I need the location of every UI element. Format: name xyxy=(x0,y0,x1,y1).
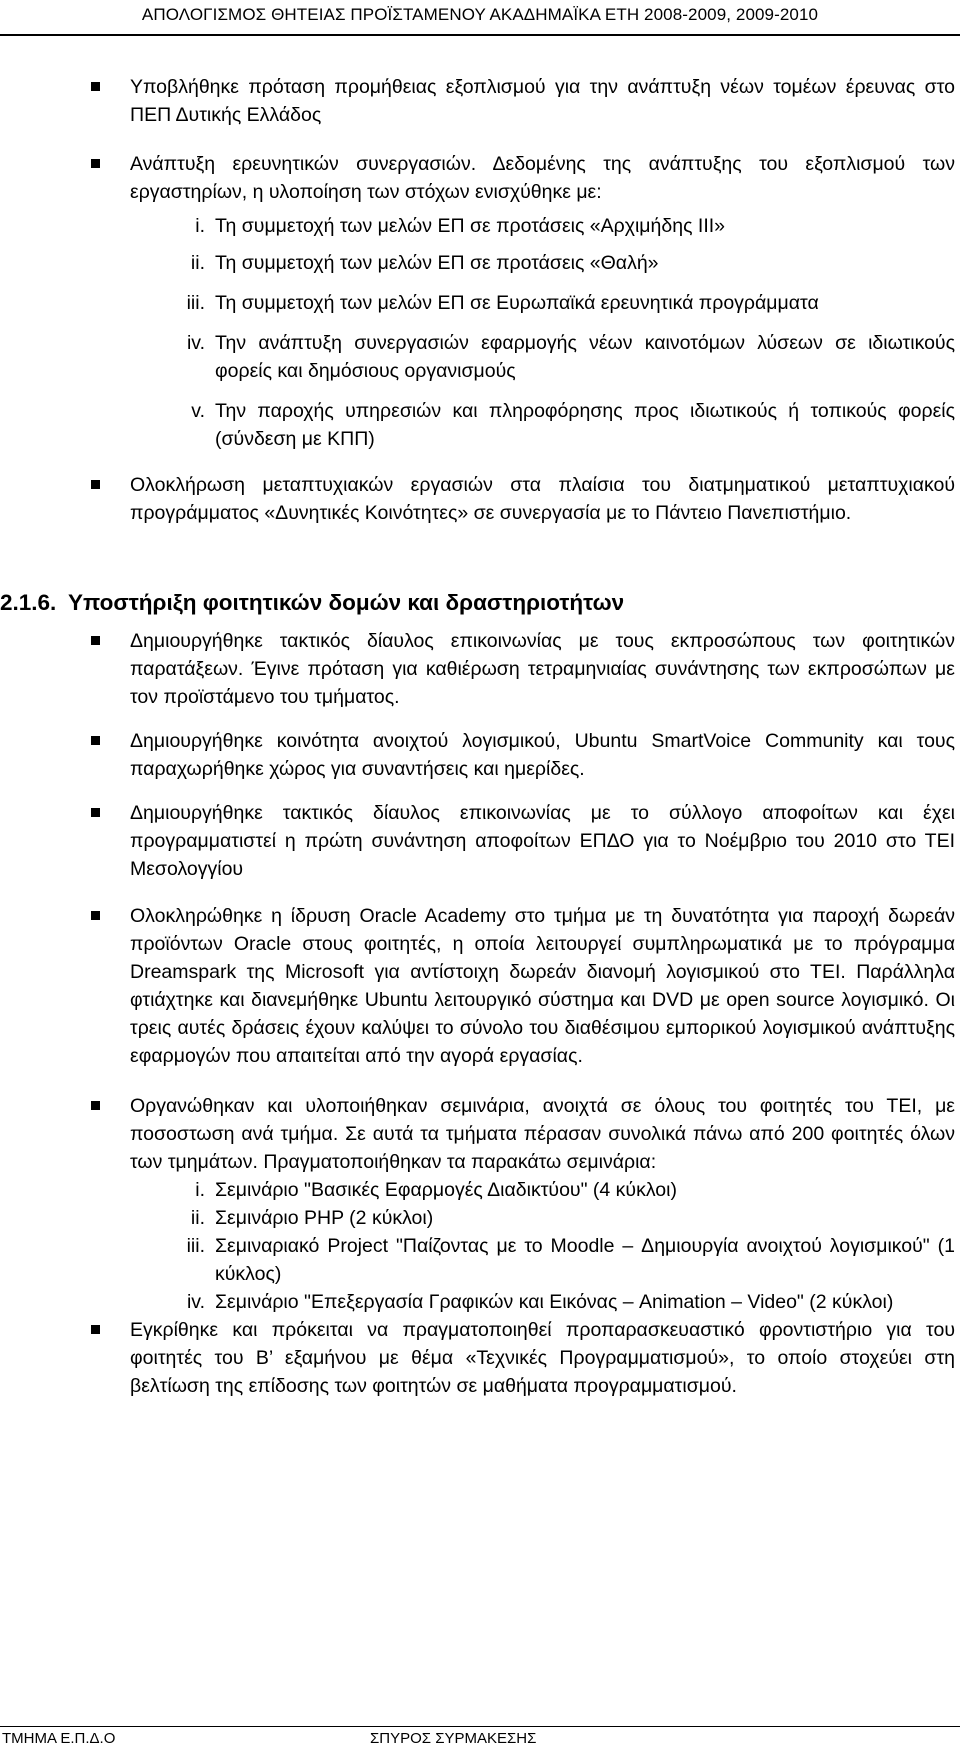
bullet-item: Οργανώθηκαν και υλοποιήθηκαν σεμινάρια, ανοιχτά σε όλους του φοιτητές του ΤΕΙ, με ποσοστωση ανά τμήμα. Σε αυτά τα τμήματα πέρασαν συνολικά πάνω από 200 φοιτητές όλων των τμημάτων. Πραγματοποιήθηκαν τα παρακάτω σεμινάρια: xyxy=(85,1092,955,1176)
list-item: i. Τη συμμετοχή των μελών ΕΠ σε προτάσεις «Αρχιμήδης ΙΙΙ» xyxy=(195,215,725,237)
list-item: ii. Σεμινάριο PHP (2 κύκλοι) xyxy=(190,1207,434,1229)
bullet-item: Υποβλήθηκε πρόταση προμήθειας εξοπλισμού για την ανάπτυξη νέων τομέων έρευνας στο ΠΕΠ Δυτικής Ελλάδος xyxy=(85,73,955,129)
list-item: ii. Τη συμμετοχή των μελών ΕΠ σε προτάσεις «Θαλή» xyxy=(190,252,659,274)
list-item: v. Την παροχής υπηρεσιών και πληροφόρησης προς ιδιωτικούς ή τοπικούς φορείς (σύνδεση με ΚΠΠ) xyxy=(191,400,955,450)
footer-department: ΤΜΗΜΑ Ε.Π.Δ.Ο xyxy=(2,1730,116,1747)
section-heading xyxy=(0,589,955,617)
bullet-item: Δημιουργήθηκε τακτικός δίαυλος επικοινωνίας με τους εκπροσώπους των φοιτητικών παρατάξεων. Έγινε πρόταση για καθιέρωση τετραμηνιαίας συνάντησης των εκπροσώπων με τον προϊστάμενο του τμήματος. xyxy=(85,627,955,711)
footer-author: ΣΠΥΡΟΣ ΣΥΡΜΑΚΕΣΗΣ xyxy=(370,1730,537,1747)
bullet-item: Δημιουργήθηκε τακτικός δίαυλος επικοινωνίας με το σύλλογο αποφοίτων και έχει προγραμματιστεί η πρώτη συνάντηση αποφοίτων ΕΠΔΟ για το Νοέμβριο του 2010 στο ΤΕΙ Μεσολογγίου xyxy=(85,799,955,883)
bullet-item: Εγκρίθηκε και πρόκειται να πραγματοποιηθεί προπαρασκευαστικό φροντιστήριο για του φοιτητές του Β’ εξαμήνου με θέμα «Τεχνικές Προγραμματισμού», το οποίο στοχεύει στη βελτίωση της επίδοσης των φοιτητών σε μαθήματα προγραμματισμού. xyxy=(85,1316,955,1400)
document-body xyxy=(0,73,955,1400)
roman-list-collaborations xyxy=(85,212,955,453)
list-item: i. Σεμινάριο "Βασικές Εφαρμογές Διαδικτύου" (4 κύκλοι) xyxy=(195,1179,677,1201)
bullet-item: Ανάπτυξη ερευνητικών συνεργασιών. Δεδομένης της ανάπτυξης του εξοπλισμού των εργαστηρίων, η υλοποίηση των στόχων ενισχύθηκε με: xyxy=(85,150,955,206)
list-item: iv. Την ανάπτυξη συνεργασιών εφαρμογής νέων καινοτόμων λύσεων σε ιδιωτικούς φορείς και δημόσιους οργανισμούς xyxy=(186,332,955,382)
header-rule xyxy=(0,34,960,36)
section-number: 2.1.6. xyxy=(0,590,57,615)
footer-rule xyxy=(0,1726,960,1727)
list-item: iv. Σεμινάριο "Επεξεργασία Γραφικών και Εικόνας – Animation – Video" (2 κύκλοι) xyxy=(186,1291,894,1313)
roman-list-seminars xyxy=(85,1176,955,1316)
bullet-item: Δημιουργήθηκε κοινότητα ανοιχτού λογισμικού, Ubuntu SmartVoice Community και τους παραχωρήθηκε χώρος για συναντήσεις και ημερίδες. xyxy=(85,727,955,783)
list-item: iii. Τη συμμετοχή των μελών ΕΠ σε Ευρωπαϊκά ερευνητικά προγράμματα xyxy=(186,292,819,314)
bullet-item: Ολοκληρώθηκε η ίδρυση Oracle Academy στο τμήμα με τη δυνατότητα για παροχή δωρεάν προϊόντων Oracle στους φοιτητές, η οποία λειτουργεί συμπληρωματικά με το πρόγραμμα Dreamspark της Microsoft για αντίστοιχη δωρεάν διανομή λογισμικού στο ΤΕΙ. Παράλληλα φτιάχτηκε και διανεμήθηκε Ubuntu λειτουργικό σύστημα και DVD με open source λογισμικό. Οι τρεις αυτές δράσεις έχουν καλύψει το σύνολο του διαθέσιμου εμπορικού λογισμικού ανάπτυξης εφαρμογών που απαιτείται από την αγορά εργασίας. xyxy=(85,902,955,1070)
list-item: iii. Σεμιναριακό Project "Παίζοντας με το Moodle – Δημιουργία ανοιχτού λογισμικού" (1 κύκλος) xyxy=(186,1235,955,1285)
section-title: Υποστήριξη φοιτητικών δομών και δραστηριοτήτων xyxy=(68,590,625,615)
bullet-item: Ολοκλήρωση μεταπτυχιακών εργασιών στα πλαίσια του διατμηματικού μεταπτυχιακού προγράμματος «Δυνητικές Κοινότητες» σε συνεργασία με το Πάντειο Πανεπιστήμιο. xyxy=(85,471,955,527)
header-title: ΑΠΟΛΟΓΙΣΜΟΣ ΘΗΤΕΙΑΣ ΠΡΟΪΣΤΑΜΕΝΟΥ ΑΚΑΔΗΜΑΪΚΑ ΕΤΗ 2008-2009, 2009-2010 xyxy=(141,5,819,24)
